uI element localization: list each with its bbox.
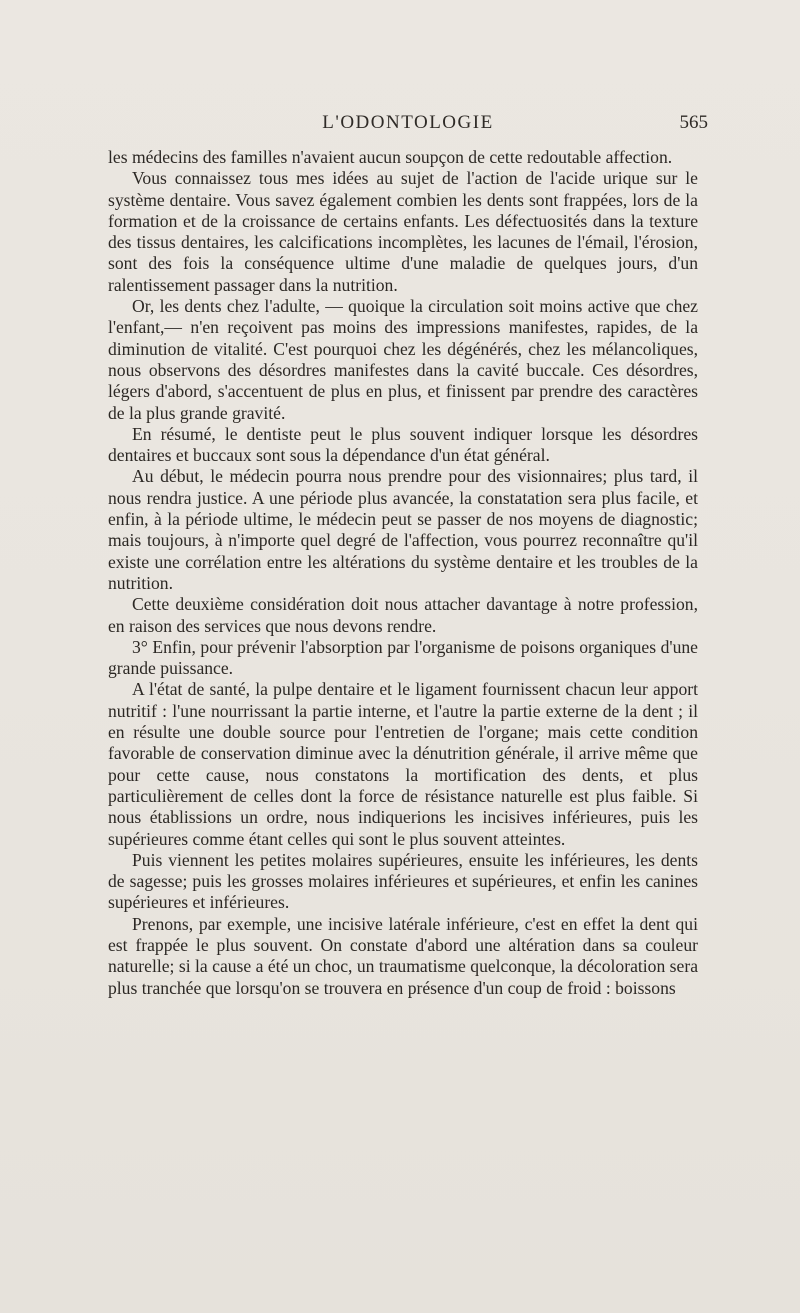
- page-number: 565: [679, 112, 708, 133]
- paragraph: les médecins des familles n'avaient aucun soupçon de cette redoutable affection.: [108, 147, 673, 167]
- running-title: L'ODONTOLOGIE: [322, 112, 494, 133]
- body-text: [108, 147, 698, 999]
- page-header: [108, 112, 708, 140]
- paragraph: 3° Enfin, pour prévenir l'absorption par l'organisme de poisons organiques d'une grande puissance.: [108, 636, 698, 679]
- paragraph: A l'état de santé, la pulpe dentaire et le ligament fournissent chacun leur apport nutritif : l'une nourrissant la partie interne, et l'autre la partie externe de la dent ; il en résulte une double source pour l'entretien de l'organe; mais cette condition favorable de conservation diminue avec la dénutrition générale, il arrive même que pour cette cause, nous constatons la mortification des dents, et plus particulièrement de celles dont la force de résistance naturelle est plus faible. Si nous établissions un ordre, nous indiquerions les incisives inférieures, puis les supérieures comme étant celles qui sont le plus souvent atteintes.: [108, 679, 698, 849]
- paragraph: Or, les dents chez l'adulte, — quoique la circulation soit moins active que chez l'enfant,— n'en reçoivent pas moins des impressions manifestes, rapides, de la diminution de vitalité. C'est pourquoi chez les dégénérés, chez les mélancoliques, nous observons des désordres manifestes dans la cavité buccale. Ces désordres, légers d'abord, s'accentuent de plus en plus, et finissent par prendre des caractères de la plus grande gravité.: [108, 296, 698, 423]
- paragraph: En résumé, le dentiste peut le plus souvent indiquer lorsque les désordres dentaires et buccaux sont sous la dépendance d'un état général.: [108, 423, 698, 466]
- paragraph: Vous connaissez tous mes idées au sujet de l'action de l'acide urique sur le système dentaire. Vous savez également combien les dents sont frappées, lors de la formation et de la croissance de certains enfants. Les défectuosités dans la texture des tissus dentaires, les calcifications incomplètes, les lacunes de l'émail, l'érosion, sont des fois la conséquence ultime d'une maladie de quelques jours, d'un ralentissement passager dans la nutrition.: [108, 168, 698, 295]
- paragraph: Au début, le médecin pourra nous prendre pour des visionnaires; plus tard, il nous rendra justice. A une période plus avancée, la constatation sera plus facile, et enfin, à la période ultime, le médecin peut se passer de nos moyens de diagnostic; mais toujours, à n'importe quel degré de l'affection, vous pourrez reconnaître qu'il existe une corrélation entre les altérations du système dentaire et les troubles de la nutrition.: [108, 466, 698, 593]
- paragraph: Prenons, par exemple, une incisive latérale inférieure, c'est en effet la dent qui est frappée le plus souvent. On constate d'abord une altération dans sa couleur naturelle; si la cause a été un choc, un traumatisme quelconque, la décoloration sera plus tranchée que lorsqu'on se trouvera en présence d'un coup de froid : boissons: [108, 913, 698, 998]
- paragraph: Cette deuxième considération doit nous attacher davantage à notre profession, en raison des services que nous devons rendre.: [108, 594, 698, 636]
- paragraph: Puis viennent les petites molaires supérieures, ensuite les inférieures, les dents de sagesse; puis les grosses molaires inférieures et supérieures, et enfin les canines supérieures et inférieures.: [108, 849, 698, 913]
